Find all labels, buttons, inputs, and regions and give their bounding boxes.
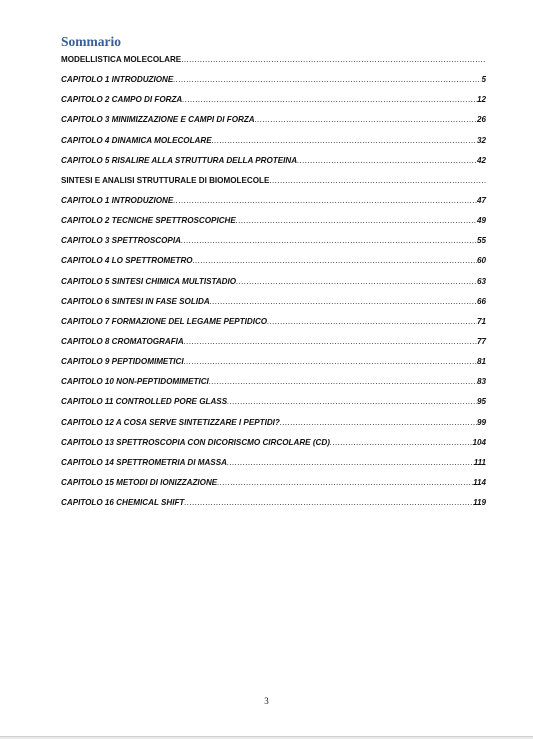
toc-entry-label: CAPITOLO 1 INTRODUZIONE — [61, 195, 174, 205]
toc-entry-page: 47 — [476, 195, 486, 205]
page-number: 3 — [264, 696, 269, 706]
toc-entry-label: CAPITOLO 5 RISALIRE ALLA STRUTTURA DELLA PROTEINA — [61, 155, 298, 165]
toc-entry-label: MODELLISTICA MOLECOLARE — [61, 55, 182, 64]
toc-entry-page: 66 — [476, 296, 486, 306]
toc-entry-label: CAPITOLO 2 CAMPO DI FORZA — [61, 95, 183, 105]
toc-entry[interactable] — [61, 75, 486, 95]
toc-dot-leader — [255, 115, 477, 124]
toc-dot-leader — [267, 317, 477, 326]
toc-dot-leader — [227, 458, 474, 467]
toc-entry-label: CAPITOLO 6 SINTESI IN FASE SOLIDA — [61, 296, 210, 306]
toc-dot-leader — [236, 277, 477, 286]
toc-entry-page: 77 — [476, 336, 486, 346]
toc-entry-page: 104 — [472, 437, 486, 447]
toc-entry[interactable] — [61, 256, 486, 276]
toc-dot-leader — [182, 95, 477, 104]
toc-entry-label: CAPITOLO 4 DINAMICA MOLECOLARE — [61, 135, 212, 145]
toc-entry[interactable] — [61, 136, 486, 156]
toc-entry-label: CAPITOLO 3 MINIMIZZAZIONE E CAMPI DI FORZA — [61, 115, 255, 125]
toc-entry[interactable] — [61, 438, 486, 458]
toc-entry[interactable] — [61, 458, 486, 478]
toc-entry[interactable] — [61, 317, 486, 337]
toc-entry-page: 55 — [476, 236, 486, 246]
toc-dot-leader — [297, 156, 477, 165]
toc-entry[interactable] — [61, 478, 486, 498]
toc-entry-label: CAPITOLO 12 A COSA SERVE SINTETIZZARE I PEPTIDI? — [61, 417, 280, 427]
toc-entry-label: SINTESI E ANALISI STRUTTURALE DI BIOMOLECOLE — [61, 175, 270, 185]
toc-entry-label: CAPITOLO 1 INTRODUZIONE — [61, 75, 174, 85]
toc-dot-leader — [217, 478, 473, 487]
toc-part-heading[interactable] — [61, 55, 486, 75]
toc-entry-page: 26 — [476, 115, 486, 125]
toc-entry-label: CAPITOLO 3 SPETTROSCOPIA — [61, 236, 181, 246]
toc-entry-page: 71 — [476, 316, 486, 326]
toc-dot-leader — [209, 377, 477, 386]
toc-dot-leader — [184, 357, 477, 366]
toc-entry-page: 49 — [476, 216, 486, 226]
toc-dot-leader — [269, 176, 486, 185]
toc-entry-label: CAPITOLO 8 CROMATOGRAFIA — [61, 336, 184, 346]
toc-entry[interactable] — [61, 357, 486, 377]
toc-entry-page: 99 — [476, 417, 486, 427]
toc-entry-label: CAPITOLO 5 SINTESI CHIMICA MULTISTADIO — [61, 276, 237, 286]
toc-entry-page: 114 — [473, 477, 486, 487]
toc-entry-label: CAPITOLO 10 NON-PEPTIDOMIMETICI — [61, 377, 209, 387]
toc-dot-leader — [210, 297, 477, 306]
toc-entry-page: 83 — [476, 377, 486, 387]
toc-entry-page: 42 — [476, 155, 486, 165]
toc-entry[interactable] — [61, 156, 486, 176]
toc-entry[interactable] — [61, 297, 486, 317]
toc-entry[interactable] — [61, 236, 486, 256]
toc-entry-label: CAPITOLO 2 TECNICHE SPETTROSCOPICHE — [61, 216, 236, 226]
toc-entry-label: CAPITOLO 9 PEPTIDOMIMETICI — [61, 357, 184, 367]
toc-entry-page: 95 — [476, 397, 486, 407]
toc-dot-leader — [236, 216, 477, 225]
toc-entry-label: CAPITOLO 4 LO SPETTROMETRO — [61, 256, 193, 266]
toc-entry-page: 5 — [481, 75, 486, 85]
toc-entry-page: 119 — [473, 498, 486, 508]
toc-entry[interactable] — [61, 418, 486, 438]
toc-entry[interactable] — [61, 115, 486, 135]
toc-entry-page: 60 — [476, 256, 486, 266]
toc-entry-page: 81 — [476, 357, 486, 367]
toc-entry-label: CAPITOLO 7 FORMAZIONE DEL LEGAME PEPTIDICO — [61, 316, 268, 326]
toc-dot-leader — [181, 55, 486, 64]
toc-entry-page: 32 — [476, 135, 486, 145]
toc-entry[interactable] — [61, 377, 486, 397]
toc-entry-label: CAPITOLO 13 SPETTROSCOPIA CON DICORISCMO CIRCOLARE (CD) — [61, 437, 330, 447]
toc-entry-page: 111 — [473, 457, 486, 467]
toc-entry-label: CAPITOLO 15 METODI DI IONIZZAZIONE — [61, 477, 218, 487]
toc-entry[interactable] — [61, 216, 486, 236]
toc-dot-leader — [330, 438, 473, 447]
toc-dot-leader — [193, 256, 477, 265]
toc-dot-leader — [227, 397, 477, 406]
toc-dot-leader — [212, 136, 477, 145]
table-of-contents — [61, 55, 486, 518]
toc-dot-leader — [173, 75, 481, 84]
toc-entry[interactable] — [61, 95, 486, 115]
toc-entry[interactable] — [61, 277, 486, 297]
toc-entry-page: 63 — [476, 276, 486, 286]
toc-dot-leader — [173, 196, 477, 205]
toc-entry[interactable] — [61, 397, 486, 417]
toc-part-heading[interactable] — [61, 176, 486, 196]
toc-entry-label: CAPITOLO 14 SPETTROMETRIA DI MASSA — [61, 457, 227, 467]
toc-dot-leader — [184, 337, 477, 346]
toc-dot-leader — [184, 498, 473, 507]
toc-entry[interactable] — [61, 498, 486, 518]
toc-entry-page: 12 — [476, 95, 486, 105]
toc-dot-leader — [280, 418, 477, 427]
toc-entry-label: CAPITOLO 16 CHEMICAL SHIFT — [61, 498, 185, 508]
toc-entry[interactable] — [61, 196, 486, 216]
toc-entry-label: CAPITOLO 11 CONTROLLED PORE GLASS — [61, 397, 228, 407]
toc-dot-leader — [181, 236, 477, 245]
toc-entry[interactable] — [61, 337, 486, 357]
toc-title: Sommario — [61, 34, 121, 49]
